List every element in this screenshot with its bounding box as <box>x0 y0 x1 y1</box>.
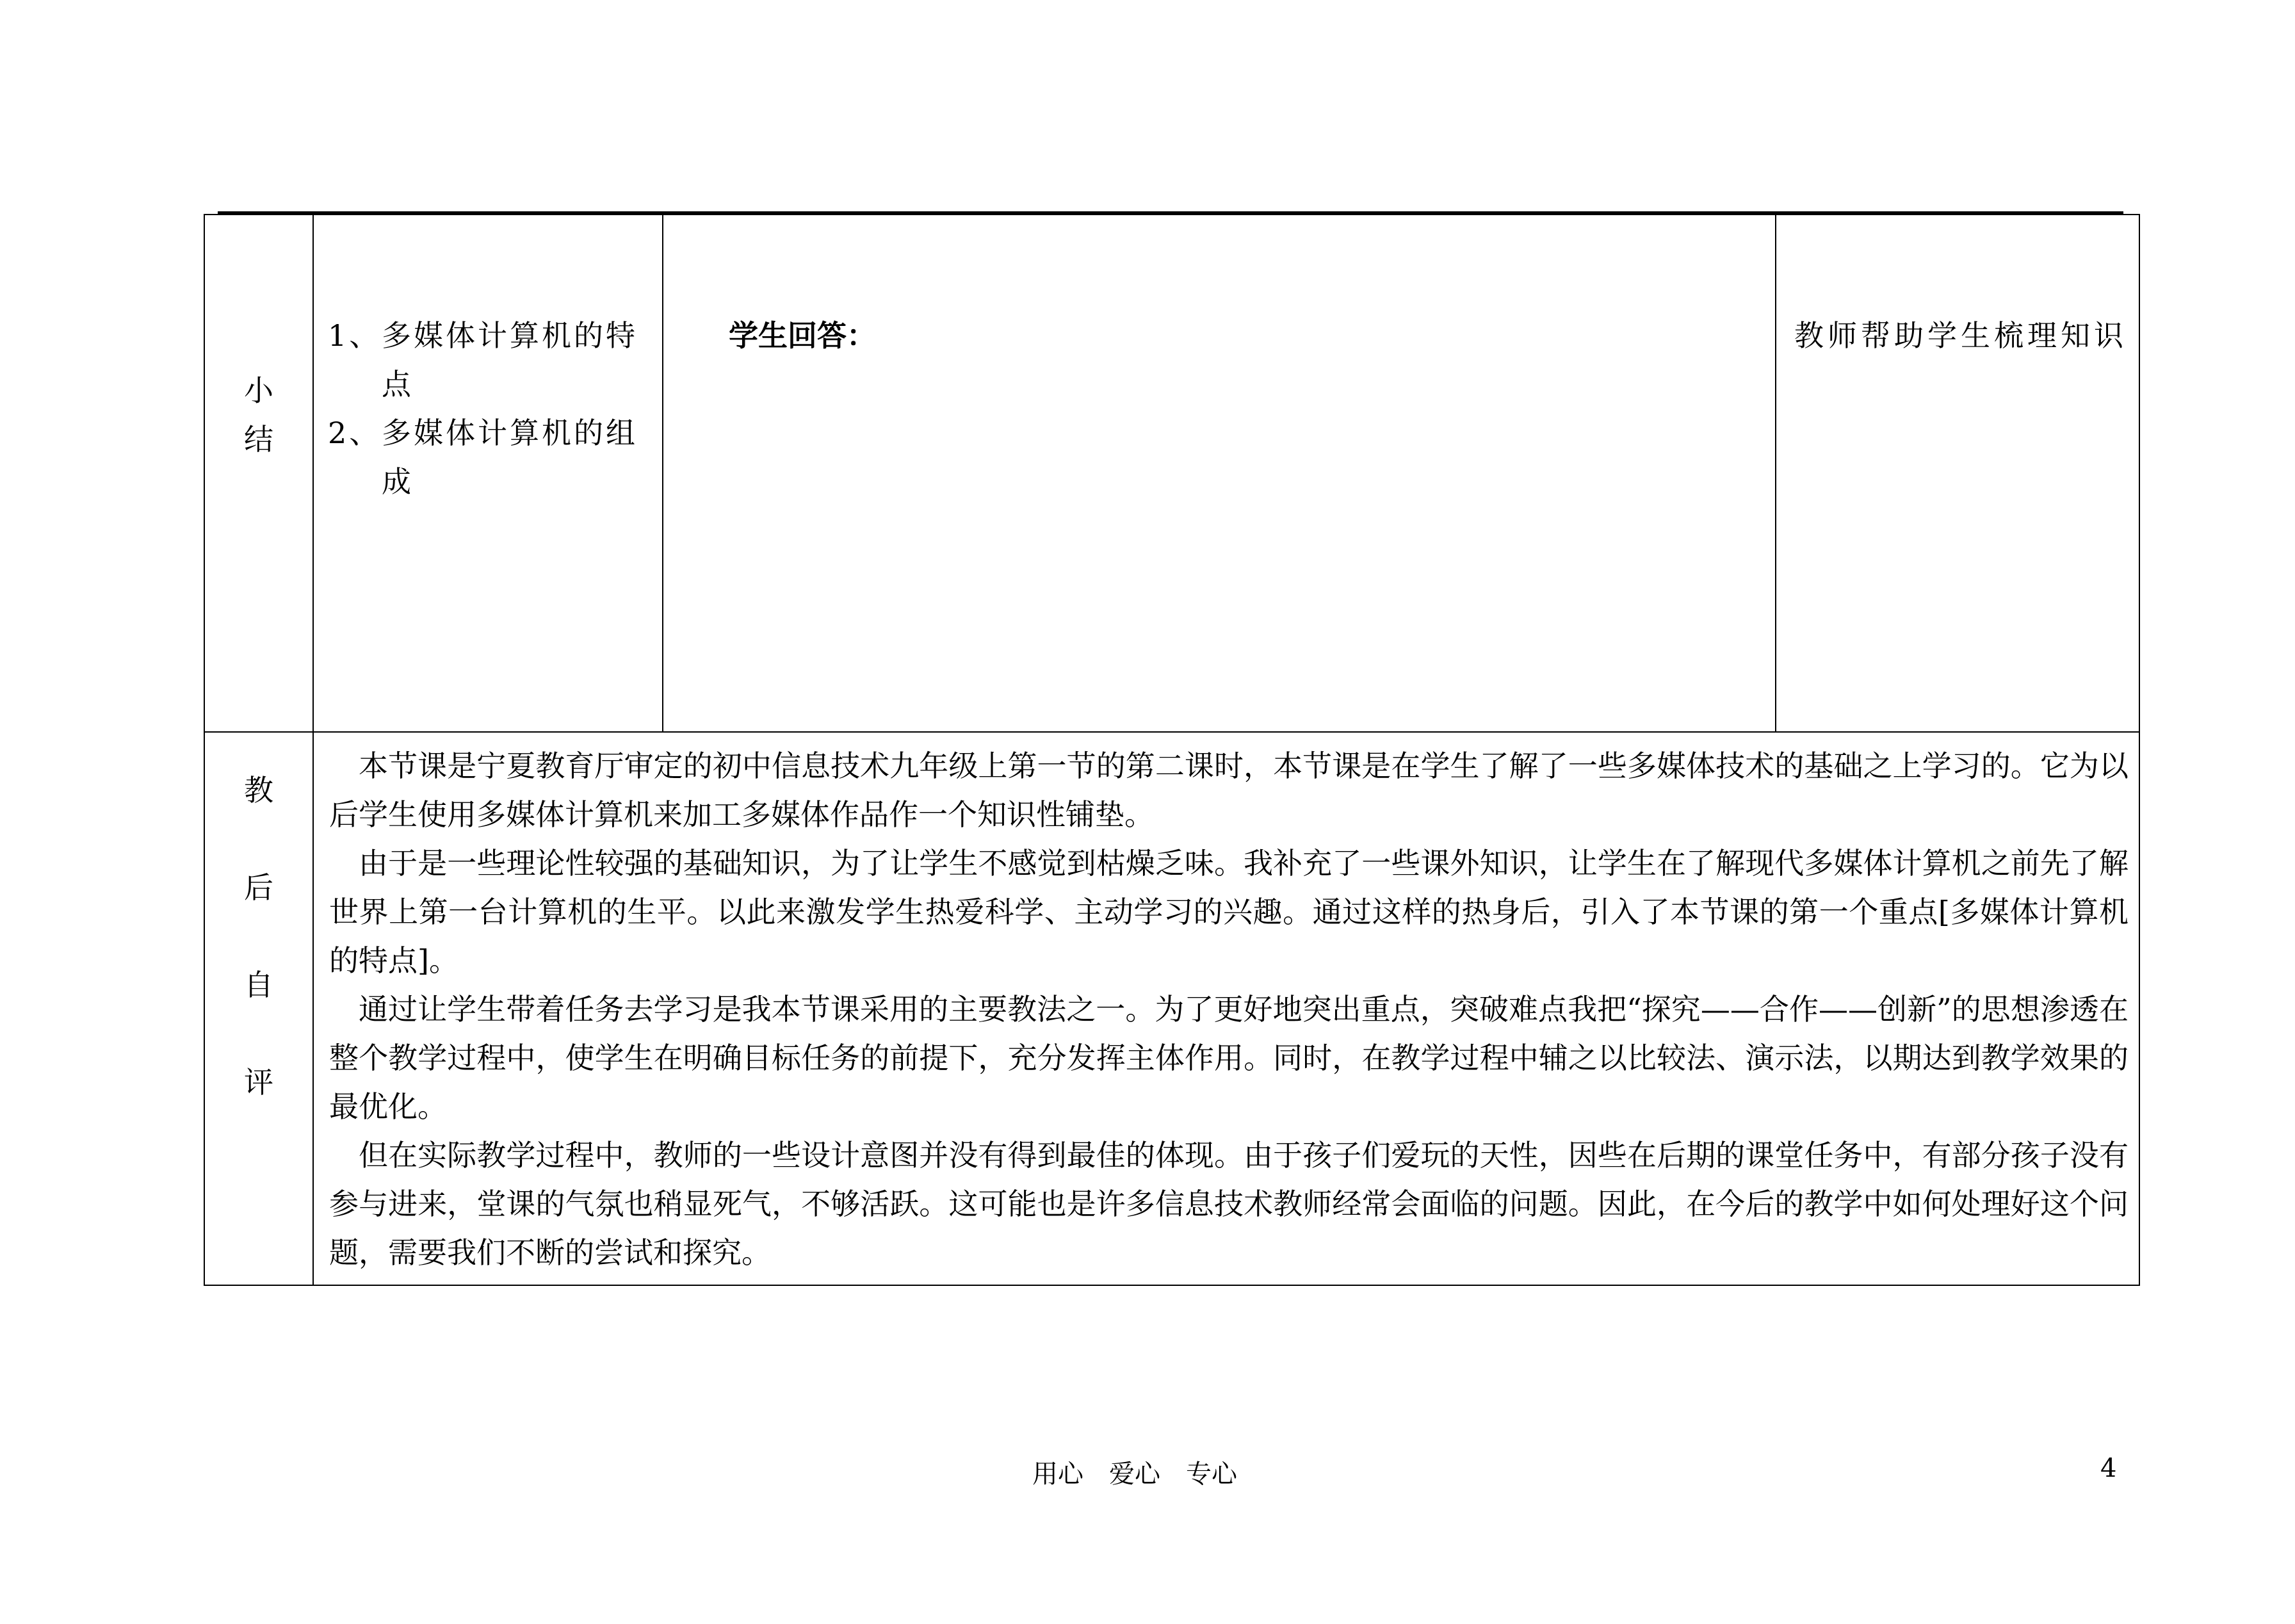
teacher-note: 教师帮助学生梳理知识 <box>1794 318 2127 353</box>
reflection-label-char: 评 <box>244 1065 273 1100</box>
reflection-label-char: 教 <box>244 773 273 808</box>
point-text: 多媒体计算机的特点 <box>382 318 638 402</box>
student-answer-cell <box>663 215 1776 732</box>
footer-motto: 用心 爱心 专心 <box>1032 1459 1237 1489</box>
summary-row <box>204 215 2139 732</box>
reflection-paragraph: 但在实际教学过程中，教师的一些设计意图并没有得到最佳的体现。由于孩子们爱玩的天性，因些在后期的课堂任务中，有部分孩子没有参与进来，堂课的气氛也稍显死气，不够活跃。这可能也是许多信息技术教师经常会面临的问题。因此，在今后的教学中如何处理好这个问题，需要我们不断的尝试和探究。 <box>329 1138 2129 1270</box>
reflection-paragraph: 本节课是宁夏教育厅审定的初中信息技术九年级上第一节的第二课时，本节课是在学生了解了一些多媒体技术的基础之上学习的。它为以后学生使用多媒体计算机来加工多媒体作品作一个知识性铺垫。 <box>329 749 2129 832</box>
point-number: 1、 <box>328 318 382 353</box>
page-number: 4 <box>2100 1454 2117 1483</box>
summary-point <box>328 409 649 506</box>
reflection-label-cell <box>204 732 313 1285</box>
summary-label-char: 小 <box>244 373 273 408</box>
reflection-paragraph: 通过让学生带着任务去学习是我本节课采用的主要教法之一。为了更好地突出重点，突破难点我把“探究——合作——创新”的思想渗透在整个教学过程中，使学生在明确目标任务的前提下，充分发挥主体作用。同时，在教学过程中辅之以比较法、演示法，以期达到教学效果的最优化。 <box>329 992 2129 1124</box>
reflection-label-char: 自 <box>244 968 273 1002</box>
teacher-note-cell <box>1776 215 2139 732</box>
reflection-row <box>204 732 2139 1285</box>
summary-label-cell <box>204 215 313 732</box>
summary-label-char: 结 <box>244 422 273 457</box>
summary-points-cell <box>313 215 663 732</box>
point-number: 2、 <box>328 416 382 450</box>
summary-point <box>328 311 649 409</box>
lesson-table <box>204 214 2140 1286</box>
reflection-label-char: 后 <box>244 870 273 905</box>
reflection-text-cell <box>313 732 2139 1285</box>
student-answer-label: 学生回答： <box>729 318 876 353</box>
reflection-paragraph: 由于是一些理论性较强的基础知识，为了让学生不感觉到枯燥乏味。我补充了一些课外知识，让学生在了解现代多媒体计算机之前先了解世界上第一台计算机的生平。以此来激发学生热爱科学、主动学习的兴趣。通过这样的热身后，引入了本节课的第一个重点[多媒体计算机的特点]。 <box>329 846 2129 978</box>
point-text: 多媒体计算机的组成 <box>382 416 638 499</box>
